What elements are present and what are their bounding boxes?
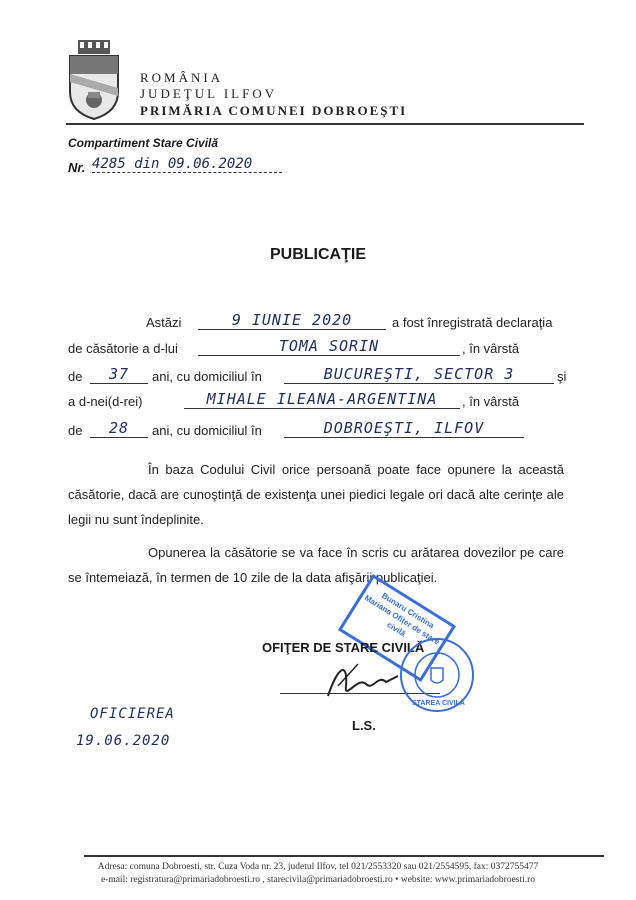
groom-name: TOMA SORIN [198, 337, 460, 356]
age-suffix-1: , în vârstă [462, 341, 520, 356]
signatory-title: OFIŢER DE STARE CIVILĂ [262, 640, 425, 655]
bride-address: DOBROEŞTI, ILFOV [284, 419, 524, 438]
age-prefix-2: de [68, 423, 83, 438]
age-prefix-1: de [68, 369, 83, 384]
groom-age: 37 [90, 365, 148, 384]
groom-address: BUCUREŞTI, SECTOR 3 [284, 365, 554, 384]
age-suffix-2: , în vârstă [462, 394, 520, 409]
declaration-date: 9 IUNIE 2020 [198, 311, 386, 330]
and-text: şi [557, 369, 567, 384]
bride-age: 28 [90, 419, 148, 438]
footer-divider [84, 855, 604, 857]
domicile-text-1: ani, cu domiciliul în [152, 369, 262, 384]
bride-prefix: a d-nei(d-rei) [68, 394, 143, 409]
seal-text: STAREA CIVILĂ [412, 700, 465, 707]
groom-prefix: de căsătorie a d-lui [68, 341, 178, 356]
handwritten-note-date: 19.06.2020 [76, 733, 171, 749]
intro-text: Astăzi [146, 315, 182, 330]
handwritten-note-label: OFICIEREA [90, 706, 175, 722]
ls-label: L.S. [352, 718, 376, 733]
footer-contact: e-mail: registratura@primariadobroesti.ro , starecivila@primariadobroesti.ro • website: www.primariadobroesti.ro [100, 875, 536, 885]
officer-name-stamp: Bunaru Cristina Mariana Ofițer de stare civilă [338, 574, 456, 682]
bride-name: MIHALE ILEANA-ARGENTINA [184, 390, 460, 409]
after-date-text: a fost înregistrată declaraţia [392, 315, 553, 330]
footer-address: Adresa: comuna Dobroesti, str. Cuza Voda nr. 23, judetul Ilfov, tel 021/2553320 sau 021/2554595, fax: 0372755477 [97, 862, 539, 872]
header-institution: PRIMĂRIA COMUNEI DOBROEŞTI [140, 103, 408, 118]
paragraph-opposition-procedure: Opunerea la căsătorie se va face în scris cu arătarea dovezilor pe care se întemeiază, în termen de 10 zile de la data afişării publicaţiei. [68, 545, 564, 585]
header-country: ROMÂNIA [140, 70, 224, 85]
header-county: JUDEŢUL ILFOV [140, 86, 278, 101]
header-divider [66, 123, 584, 125]
registration-number: 4285 din 09.06.2020 [92, 156, 282, 173]
coat-of-arms-icon [66, 40, 122, 120]
paragraph-opposition-rights: În baza Codului Civil orice persoană poate face opunere la această căsătorie, dacă are cunoştinţă de existenţa unei piedici legale ori dacă alte cerinţe ale legii nu sunt îndeplinite. [68, 462, 564, 527]
department-label: Compartiment Stare Civilă [68, 136, 219, 150]
document-title: PUBLICAŢIE [270, 246, 366, 263]
registration-label: Nr. [68, 160, 86, 175]
domicile-text-2: ani, cu domiciliul în [152, 423, 262, 438]
